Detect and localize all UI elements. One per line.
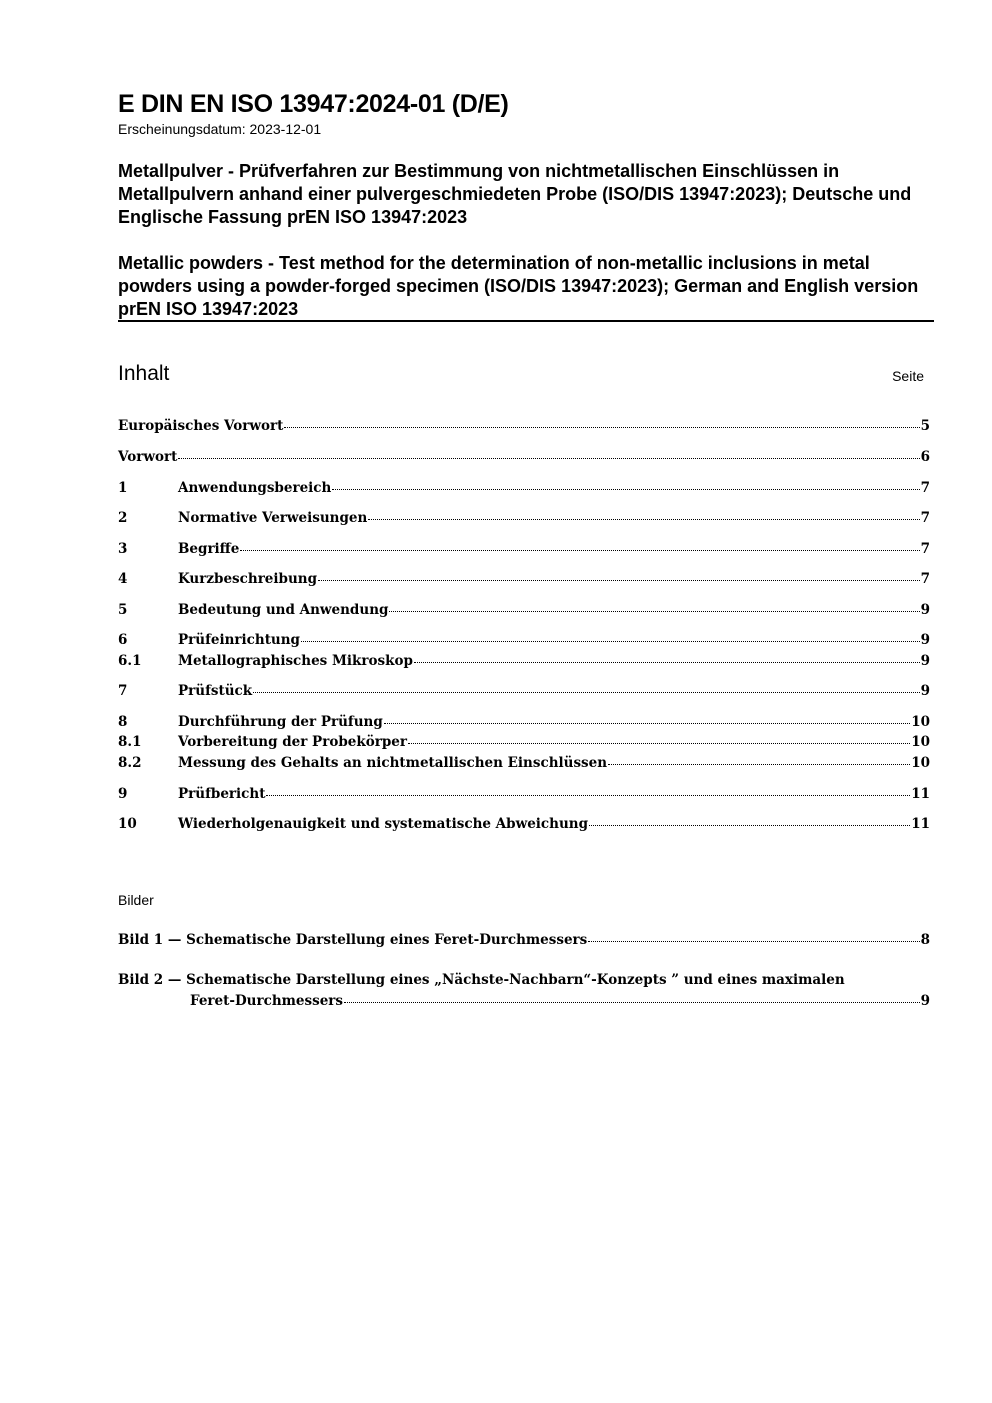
toc-entry-number: 8 [118, 714, 128, 730]
toc-entry-page: 9 [920, 653, 930, 669]
toc-entry-title: Normative Verweisungen [178, 510, 368, 526]
header-rule [118, 320, 934, 322]
toc-entry[interactable] [118, 541, 930, 561]
dot-leader [588, 938, 919, 942]
toc-entry-title: Prüfstück [178, 683, 253, 699]
issue-date: Erscheinungsdatum: 2023-12-01 [118, 121, 322, 137]
toc-entry-title: Vorwort [118, 449, 178, 465]
toc-entry-title: Prüfbericht [178, 786, 266, 802]
toc-entry-page: 10 [911, 755, 930, 771]
toc-entry-page: 9 [920, 602, 930, 618]
dot-leader [332, 486, 919, 490]
toc-entry-number: 4 [118, 571, 128, 587]
dot-leader [178, 455, 919, 459]
toc-entry[interactable] [118, 632, 930, 652]
toc-entry-title: Vorbereitung der Probekörper [178, 734, 407, 750]
figure-entry-page: 9 [920, 993, 930, 1009]
toc-heading: Inhalt [118, 362, 170, 385]
toc-entry-number: 5 [118, 602, 128, 618]
toc-entry[interactable] [118, 418, 930, 438]
toc-entry[interactable] [118, 449, 930, 469]
toc-entry-title: Kurzbeschreibung [178, 571, 318, 587]
toc-entry[interactable] [118, 734, 930, 754]
dot-leader [266, 792, 910, 796]
figure-entry-title-line2: Feret-Durchmessers [190, 993, 344, 1009]
toc-entry[interactable] [118, 653, 930, 673]
toc-entry-title: Begriffe [178, 541, 240, 557]
toc-entry[interactable] [118, 571, 930, 591]
toc-entry-number: 1 [118, 480, 128, 496]
toc-entry[interactable] [118, 510, 930, 530]
toc-entry[interactable] [118, 602, 930, 622]
toc-entry[interactable] [118, 683, 930, 703]
page-column-label: Seite [892, 368, 924, 384]
figure-entry-title: Bild 1 — Schematische Darstellung eines Feret-Durchmessers [118, 932, 588, 948]
toc-entry-number: 3 [118, 541, 128, 557]
dot-leader [240, 547, 919, 551]
toc-entry[interactable] [118, 714, 930, 734]
figure-entry[interactable] [190, 993, 930, 1013]
toc-entry-number: 7 [118, 683, 128, 699]
dot-leader [589, 822, 910, 826]
toc-entry-number: 6 [118, 632, 128, 648]
dot-leader [384, 720, 910, 724]
dot-leader [414, 659, 920, 663]
toc-entry-number: 6.1 [118, 653, 142, 669]
toc-entry-number: 10 [118, 816, 137, 832]
toc-entry-title: Anwendungsbereich [178, 480, 332, 496]
toc-entry-title: Durchführung der Prüfung [178, 714, 383, 730]
dot-leader [253, 689, 919, 693]
toc-entry-number: 2 [118, 510, 128, 526]
toc-entry[interactable] [118, 480, 930, 500]
toc-entry-page: 9 [920, 632, 930, 648]
toc-entry-page: 11 [911, 816, 930, 832]
figure-entry-page: 8 [920, 932, 930, 948]
dot-leader [284, 424, 919, 428]
dot-leader [318, 577, 920, 581]
dot-leader [344, 999, 920, 1003]
toc-entry-page: 10 [911, 714, 930, 730]
dot-leader [368, 516, 919, 520]
toc-entry-number: 8.1 [118, 734, 142, 750]
dot-leader [389, 608, 919, 612]
toc-entry-title: Messung des Gehalts an nichtmetallischen Einschlüssen [178, 755, 608, 771]
document-id: E DIN EN ISO 13947:2024-01 (D/E) [118, 90, 509, 118]
dot-leader [301, 638, 920, 642]
toc-entry-title: Bedeutung und Anwendung [178, 602, 389, 618]
figures-heading: Bilder [118, 892, 154, 908]
toc-entry-page: 5 [920, 418, 930, 434]
toc-entry[interactable] [118, 816, 930, 836]
toc-entry[interactable] [118, 755, 930, 775]
toc-entry-title: Wiederholgenauigkeit und systematische Abweichung [178, 816, 589, 832]
toc-entry-title: Europäisches Vorwort [118, 418, 284, 434]
toc-entry-number: 9 [118, 786, 128, 802]
dot-leader [408, 740, 910, 744]
toc-entry-page: 7 [920, 510, 930, 526]
toc-entry-page: 7 [920, 480, 930, 496]
toc-entry-title: Metallographisches Mikroskop [178, 653, 413, 669]
toc-entry-number: 8.2 [118, 755, 142, 771]
toc-entry-page: 7 [920, 571, 930, 587]
figure-entry-title-line1[interactable]: Bild 2 — Schematische Darstellung eines „Nächste-Nachbarn“-Konzepts ” und eines maximalen [118, 972, 845, 988]
toc-entry-page: 7 [920, 541, 930, 557]
dot-leader [608, 761, 910, 765]
figure-entry[interactable] [118, 932, 930, 952]
toc-entry-title: Prüfeinrichtung [178, 632, 301, 648]
toc-entry-page: 6 [920, 449, 930, 465]
title-german: Metallpulver - Prüfverfahren zur Bestimmung von nichtmetallischen Einschlüssen in Metallpulvern anhand einer pulvergeschmiedeten Probe (ISO/DIS 13947:2023); Deutsche und Englische Fassung prEN ISO 13947:2023 [118, 161, 912, 227]
toc-entry-page: 11 [911, 786, 930, 802]
toc-entry[interactable] [118, 786, 930, 806]
toc-entry-page: 10 [911, 734, 930, 750]
title-english: Metallic powders - Test method for the determination of non-metallic inclusions in metal powders using a powder-forged specimen (ISO/DIS 13947:2023); German and English version prEN ISO 13947:2023 [118, 253, 919, 319]
toc-entry-page: 9 [920, 683, 930, 699]
